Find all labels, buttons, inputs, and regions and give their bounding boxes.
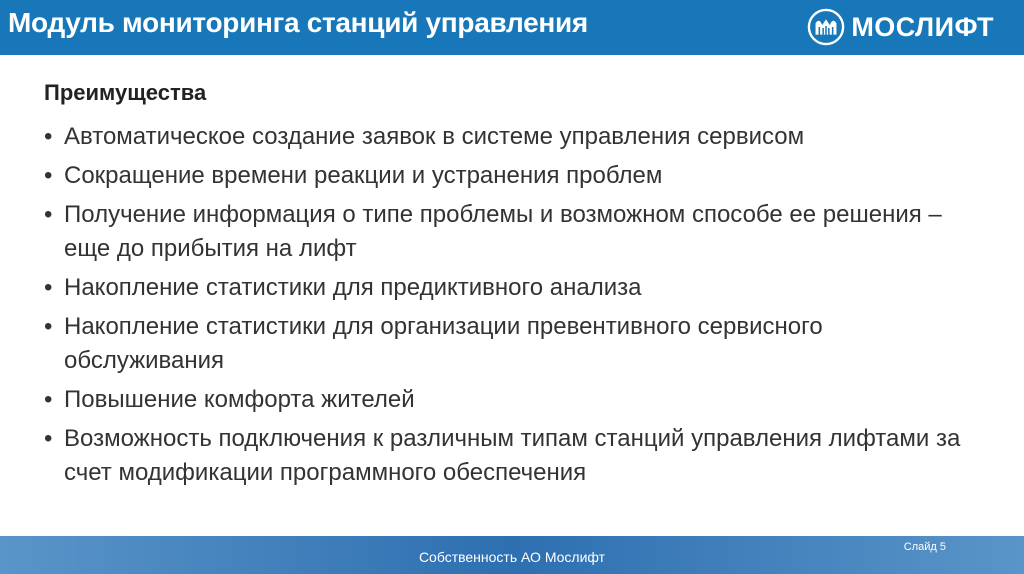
logo-text: МОСЛИФТ xyxy=(851,11,994,42)
bullet-icon: • xyxy=(44,201,53,228)
list-item-text: Повышение комфорта жителей xyxy=(64,386,415,413)
list-item-text: Автоматическое создание заявок в системе управления сервисом xyxy=(64,123,805,150)
bullet-icon: • xyxy=(44,274,53,301)
slide-number: Слайд 5 xyxy=(903,541,946,553)
section-heading: Преимущества xyxy=(44,80,207,105)
list-item xyxy=(44,422,984,490)
bullet-icon: • xyxy=(44,386,53,413)
list-item-text: Накопление статистики для организации превентивного сервисного обслуживания xyxy=(64,313,823,374)
bullet-icon: • xyxy=(44,162,53,189)
list-item xyxy=(44,198,984,266)
list-item xyxy=(44,271,984,305)
bullet-icon: • xyxy=(44,425,53,452)
slide-title: Модуль мониторинга станций управления xyxy=(8,7,588,38)
list-item-text: Возможность подключения к различным типам станций управления лифтами за счет модификации программного обеспечения xyxy=(64,425,961,486)
header-bar xyxy=(0,0,1024,55)
list-item-text: Сокращение времени реакции и устранения проблем xyxy=(64,162,663,189)
company-logo xyxy=(807,6,994,48)
list-item-text: Накопление статистики для предиктивного анализа xyxy=(64,274,642,301)
list-item xyxy=(44,310,984,378)
list-item xyxy=(44,383,984,417)
moslift-emblem-icon xyxy=(807,8,845,46)
footer-bar xyxy=(0,536,1024,574)
footer-copyright: Собственность АО Мослифт xyxy=(418,549,606,565)
advantages-list xyxy=(44,120,984,490)
slide-content xyxy=(44,80,984,495)
bullet-icon: • xyxy=(44,313,53,340)
list-item-text: Получение информация о типе проблемы и возможном способе ее решения – еще до прибытия на лифт xyxy=(64,201,942,262)
list-item xyxy=(44,120,984,154)
list-item xyxy=(44,159,984,193)
bullet-icon: • xyxy=(44,123,53,150)
